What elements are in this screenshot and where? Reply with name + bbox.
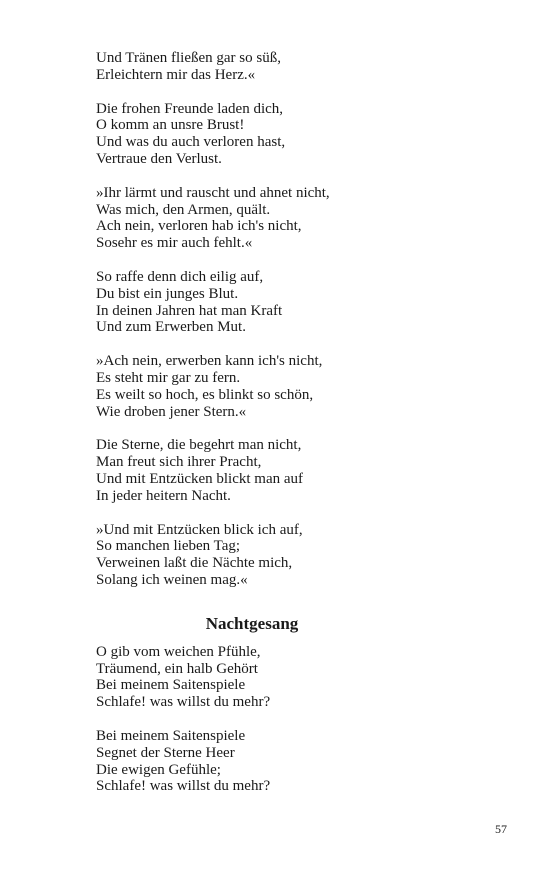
poem-title: Nachtgesang <box>205 613 299 633</box>
verse-line: So manchen lieben Tag; <box>96 538 241 555</box>
stanza <box>96 101 496 168</box>
verse-line: O komm an unsre Brust! <box>96 117 245 134</box>
stanza <box>96 353 496 420</box>
verse-line: Bei meinem Saitenspiele <box>96 727 246 744</box>
stanza <box>96 522 496 589</box>
verse-line: Träumend, ein halb Gehört <box>96 660 258 677</box>
poem-continuation <box>96 50 496 589</box>
verse-line: Du bist ein junges Blut. <box>96 285 239 302</box>
verse-line: Schlafe! was willst du mehr? <box>96 694 271 711</box>
verse-line: Die Sterne, die begehrt man nicht, <box>96 437 302 454</box>
verse-line: In deinen Jahren hat man Kraft <box>96 302 283 319</box>
verse-line: Schlafe! was willst du mehr? <box>96 778 271 795</box>
verse-line: Vertraue den Verlust. <box>96 150 222 167</box>
verse-line: So raffe denn dich eilig auf, <box>96 268 264 285</box>
verse-line: Segnet der Sterne Heer <box>96 744 235 761</box>
verse-line: Was mich, den Armen, quält. <box>96 201 271 218</box>
verse-line: Sosehr es mir auch fehlt.« <box>96 235 253 252</box>
verse-line: O gib vom weichen Pfühle, <box>96 643 261 660</box>
stanza <box>96 728 496 795</box>
stanza <box>96 50 496 84</box>
page-body <box>96 50 496 812</box>
verse-line: Und zum Erwerben Mut. <box>96 319 246 336</box>
verse-line: Die ewigen Gefühle; <box>96 761 221 778</box>
verse-line: In jeder heitern Nacht. <box>96 487 231 504</box>
verse-line: Ach nein, verloren hab ich's nicht, <box>96 218 302 235</box>
stanza <box>96 644 496 711</box>
verse-line: »Ihr lärmt und rauscht und ahnet nicht, <box>96 184 330 201</box>
verse-line: »Ach nein, erwerben kann ich's nicht, <box>96 353 323 370</box>
verse-line: Die frohen Freunde laden dich, <box>96 100 284 117</box>
verse-line: Bei meinem Saitenspiele <box>96 677 246 694</box>
verse-line: Verweinen laßt die Nächte mich, <box>96 555 293 572</box>
verse-line: Und Tränen fließen gar so süß, <box>96 50 281 66</box>
verse-line: Man freut sich ihrer Pracht, <box>96 454 262 471</box>
verse-line: Solang ich weinen mag.« <box>96 571 248 588</box>
verse-line: Und mit Entzücken blickt man auf <box>96 470 304 487</box>
verse-line: Erleichtern mir das Herz.« <box>96 66 256 83</box>
stanza <box>96 437 496 504</box>
verse-line: Wie droben jener Stern.« <box>96 403 247 420</box>
poem-nachtgesang <box>96 644 496 795</box>
stanza <box>96 269 496 336</box>
verse-line: Und was du auch verloren hast, <box>96 134 286 151</box>
page-number: 57 <box>495 822 507 836</box>
verse-line: »Und mit Entzücken blick ich auf, <box>96 521 303 538</box>
verse-line: Es weilt so hoch, es blinkt so schön, <box>96 386 314 403</box>
verse-line: Es steht mir gar zu fern. <box>96 369 241 386</box>
stanza <box>96 185 496 252</box>
